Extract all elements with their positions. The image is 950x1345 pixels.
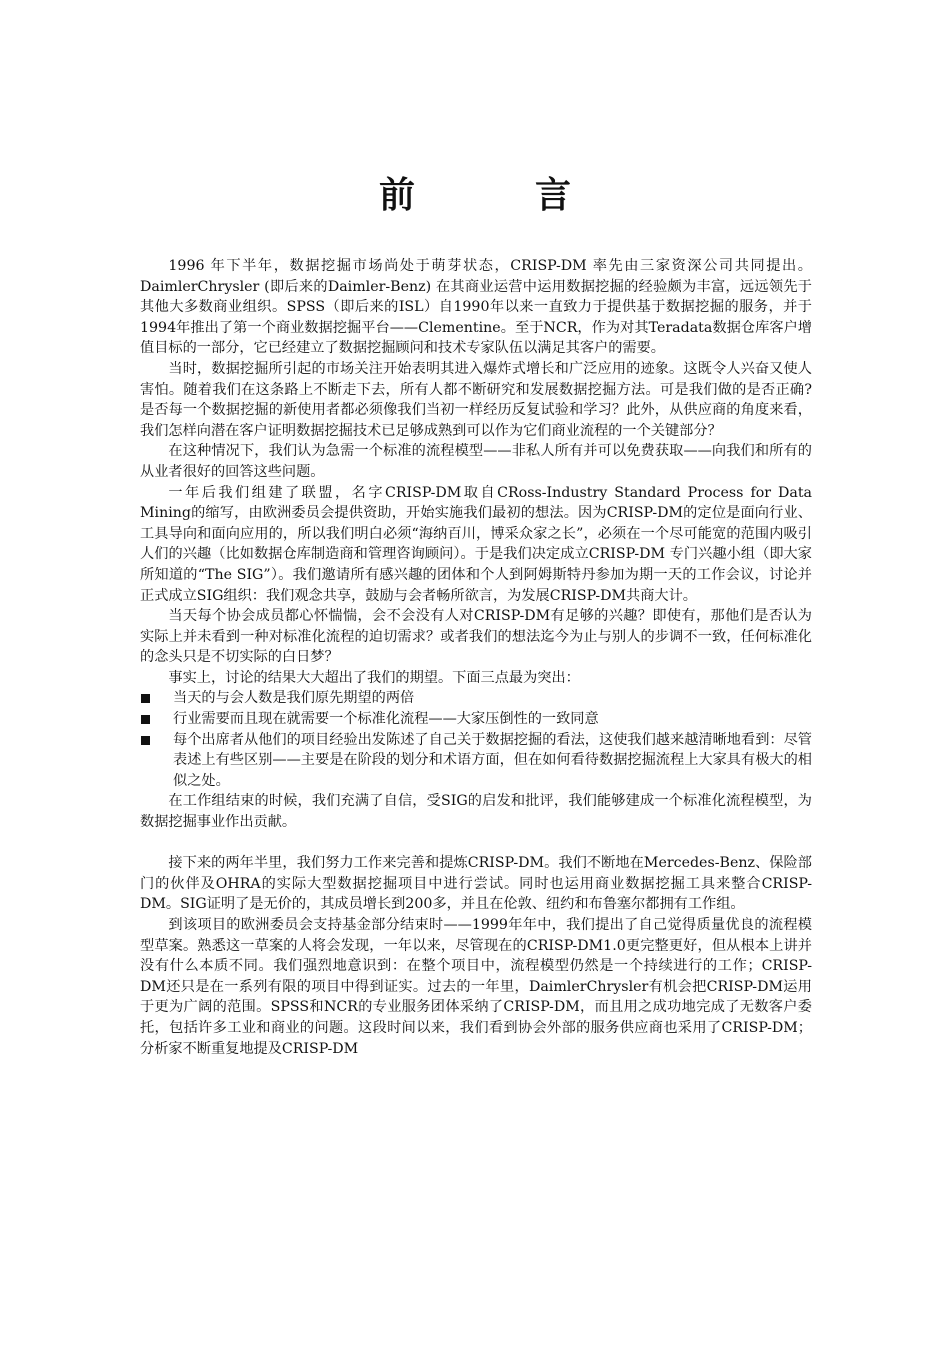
paragraph: 一年后我们组建了联盟，名字CRISP-DM取自CRoss-Industry Standard Process for Data Mining的缩写，由欧洲委员会提供资助，开始实施我们最初的想法。因为CRISP-DM的定位是面向行业、工具导向和面向应用的，所以我们明白必须“海纳百川，博采众家之长”，必须在一个尽可能宽的范围内吸引人们的兴趣（比如数据仓库制造商和管理咨询顾问）。于是我们决定成立CRISP-DM 专门兴趣小组（即大家所知道的“The SIG”）。我们邀请所有感兴趣的团体和个人到阿姆斯特丹参加为期一天的工作会议，讨论并正式成立SIG组织：我们观念共享，鼓励与会者畅所欲言，为发展CRISP-DM共商大计。	[140, 484, 812, 604]
square-bullet-icon	[141, 715, 150, 724]
bullet-list	[140, 688, 812, 791]
list-item-text: 行业需要而且现在就需要一个标准化流程——大家压倒性的一致同意	[173, 711, 599, 728]
paragraph: 1996 年下半年，数据挖掘市场尚处于萌芽状态，CRISP-DM 率先由三家资深公司共同提出。DaimlerChrysler (即后来的Daimler-Benz) 在其商业运营中运用数据挖掘的经验颇为丰富，远远领先于其他大多数商业组织。SPSS（即后来的ISL）自1990年以来一直致力于提供基于数据挖掘的服务，并于1994年推出了第一个商业数据挖掘平台——Clementine。至于NCR，作为对其Teradata数据仓库客户增值目标的一部分，它已经建立了数据挖掘顾问和技术专家队伍以满足其客户的需要。	[140, 258, 812, 357]
list-item-text: 每个出席者从他们的项目经验出发陈述了自己关于数据挖掘的看法，这使我们越来越清晰地看到：尽管表述上有些区别——主要是在阶段的划分和术语方面，但在如何看待数据挖掘流程上大家具有极大的相似之处。	[173, 731, 812, 789]
paragraph: 事实上，讨论的结果大大超出了我们的期望。下面三点最为突出：	[168, 669, 580, 686]
paragraph: 在工作组结束的时候，我们充满了自信，受SIG的启发和批评，我们能够建成一个标准化流程模型，为数据挖掘事业作出贡献。	[140, 793, 812, 831]
paragraph: 当天每个协会成员都心怀惴惴，会不会没有人对CRISP-DM有足够的兴趣？即使有，那他们是否认为实际上并未看到一种对标准化流程的迫切需求？或者我们的想法迄今为止与别人的步调不一致，任何标准化的念头只是不切实际的白日梦？	[140, 608, 812, 666]
list-item	[140, 709, 812, 730]
page-title: 前 言	[378, 175, 613, 216]
square-bullet-icon	[141, 736, 150, 745]
list-item-text: 当天的与会人数是我们原先期望的两倍	[173, 690, 415, 707]
paragraph: 接下来的两年半里，我们努力工作来完善和提炼CRISP-DM。我们不断地在Mercedes-Benz、保险部门的伙伴及OHRA的实际大型数据挖掘项目中进行尝试。同时也运用商业数据挖掘工具来整合CRISP-DM。SIG证明了是无价的，其成员增长到200多，并且在伦敦、纽约和布鲁塞尔都拥有工作组。	[140, 855, 812, 913]
square-bullet-icon	[141, 694, 150, 703]
document-body	[140, 256, 812, 1059]
list-item	[140, 688, 812, 709]
paragraph: 当时，数据挖掘所引起的市场关注开始表明其进入爆炸式增长和广泛应用的迹象。这既令人兴奋又使人害怕。随着我们在这条路上不断走下去，所有人都不断研究和发展数据挖掘方法。可是我们做的是否正确?是否每一个数据挖掘的新使用者都必须像我们当初一样经历反复试验和学习？此外，从供应商的角度来看，我们怎样向潜在客户证明数据挖掘技术已足够成熟到可以作为它们商业流程的一个关键部分？	[140, 360, 812, 439]
paragraph: 在这种情况下，我们认为急需一个标准的流程模型——非私人所有并可以免费获取——向我们和所有的从业者很好的回答这些问题。	[140, 443, 812, 480]
list-item	[140, 730, 812, 792]
paragraph: 到该项目的欧洲委员会支持基金部分结束时——1999年年中，我们提出了自己觉得质量优良的流程模型草案。熟悉这一草案的人将会发现，一年以来，尽管现在的CRISP-DM1.0更完整更好，但从根本上讲并没有什么本质不同。我们强烈地意识到：在整个项目中，流程模型仍然是一个持续进行的工作；CRISP-DM还只是在一系列有限的项目中得到证实。过去的一年里，DaimlerChrysler有机会把CRISP-DM运用于更为广阔的范围。SPSS和NCR的专业服务团体采纳了CRISP-DM，而且用之成功地完成了无数客户委托，包括许多工业和商业的问题。这段时间以来，我们看到协会外部的服务供应商也采用了CRISP-DM；分析家不断重复地提及CRISP-DM	[140, 917, 812, 1057]
